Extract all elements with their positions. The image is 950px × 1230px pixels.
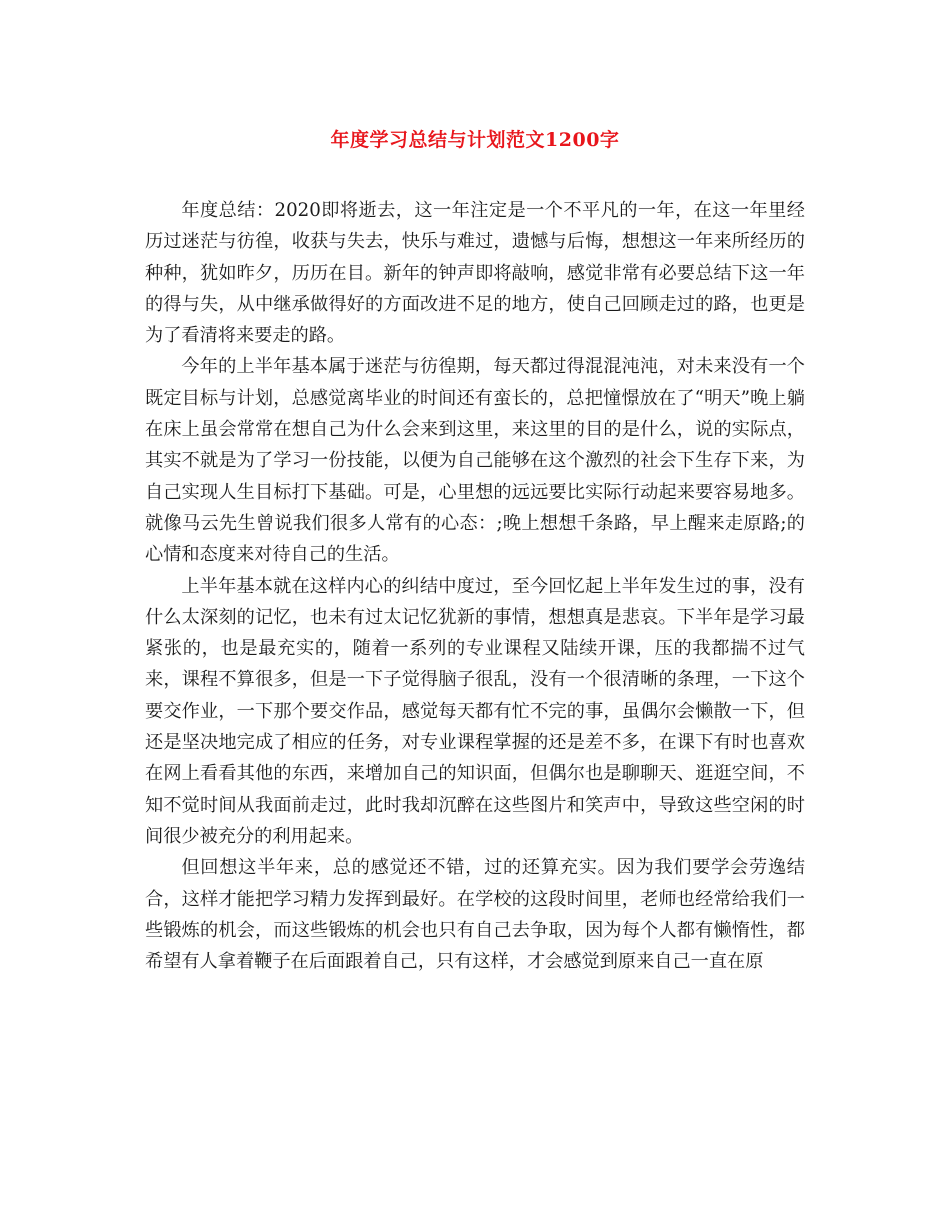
document-body [145, 195, 805, 977]
paragraph-4: 但回想这半年来，总的感觉还不错，过的还算充实。因为我们要学会劳逸结合，这样才能把学习精力发挥到最好。在学校的这段时间里，老师也经常给我们一些锻炼的机会，而这些锻炼的机会也只有自己去争取，因为每个人都有懒惰性，都希望有人拿着鞭子在后面跟着自己，只有这样，才会感觉到原来自己一直在原 [145, 857, 805, 973]
paragraph-2: 今年的上半年基本属于迷茫与彷徨期，每天都过得混混沌沌，对未来没有一个既定目标与计划，总感觉离毕业的时间还有蛮长的，总把憧憬放在了“明天”晚上躺在床上虽会常常在想自己为什么会来到这里，来这里的目的是什么，说的实际点，其实不就是为了学习一份技能，以便为自己能够在这个激烈的社会下生存下来，为自己实现人生目标打下基础。可是，心里想的远远要比实际行动起来要容易地多。就像马云先生曾说我们很多人常有的心态：;晚上想想千条路，早上醒来走原路;的心情和态度来对待自己的生活。 [145, 356, 805, 566]
paragraph-3: 上半年基本就在这样内心的纠结中度过，至今回忆起上半年发生过的事，没有什么太深刻的记忆，也未有过太记忆犹新的事情，想想真是悲哀。下半年是学习最紧张的，也是最充实的，随着一系列的专业课程又陆续开课，压的我都揣不过气来，课程不算很多，但是一下子觉得脑子很乱，没有一个很清晰的条理，一下这个要交作业，一下那个要交作品，感觉每天都有忙不完的事，虽偶尔会懒散一下，但还是坚决地完成了相应的任务，对专业课程掌握的还是差不多，在课下有时也喜欢在网上看看其他的东西，来增加自己的知识面，但偶尔也是聊聊天、逛逛空间，不知不觉时间从我面前走过，此时我却沉醉在这些图片和笑声中，导致这些空闲的时间很少被充分的利用起来。 [145, 575, 805, 847]
paragraph-1: 年度总结：2020即将逝去，这一年注定是一个不平凡的一年，在这一年里经历过迷茫与彷徨，收获与失去，快乐与难过，遗憾与后悔，想想这一年来所经历的种种，犹如昨夕，历历在目。新年的钟声即将敲响，感觉非常有必要总结下这一年的得与失，从中继承做得好的方面改进不足的地方，使自己回顾走过的路，也更是为了看清将来要走的路。 [145, 200, 805, 347]
document-title: 年度学习总结与计划范文1200字 [330, 129, 620, 151]
